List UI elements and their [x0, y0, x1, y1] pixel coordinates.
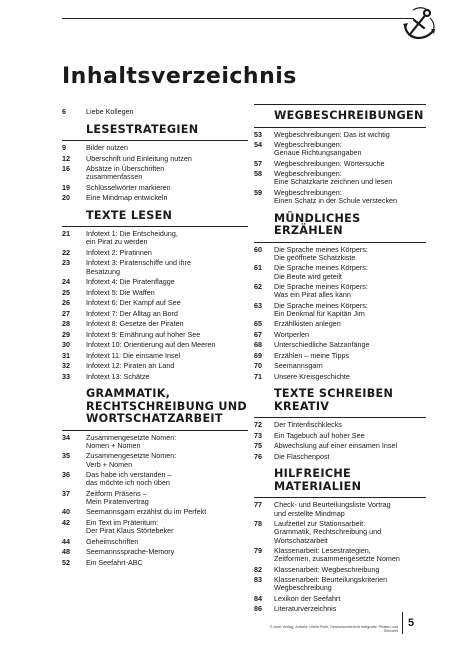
page-ref: 69	[254, 350, 262, 360]
entry-title: Wegbeschreibungen: Genaue Richtungsangaben	[274, 140, 362, 158]
entry-title: Die Sprache meines Körpers: Die Beute wird geteilt	[274, 263, 368, 281]
toc-entry[interactable]	[62, 471, 248, 487]
entry-title: Infotext 5: Die Waffen	[86, 287, 155, 297]
page-ref: 79	[254, 546, 262, 556]
page-ref: 32	[62, 361, 70, 371]
page-ref: 34	[62, 432, 70, 442]
toc-entry[interactable]	[254, 320, 426, 328]
toc-entry[interactable]	[62, 341, 248, 349]
toc-entry[interactable]	[254, 432, 426, 440]
toc-entry[interactable]	[62, 155, 248, 163]
entry-title: Wegbeschreibungen: Einen Schatz in der Schule verstecken	[274, 187, 398, 206]
page-ref: 37	[62, 488, 70, 498]
toc-entry[interactable]	[62, 373, 248, 381]
toc-entry[interactable]	[62, 548, 248, 556]
section-title: TEXTE LESEN	[62, 205, 248, 228]
page-ref: 65	[254, 319, 262, 329]
entry-title: Infotext 6: Der Kampf auf See	[86, 298, 181, 308]
entry-title: Infotext 9: Ernährung auf hoher See	[86, 329, 201, 339]
toc-entry[interactable]	[254, 362, 426, 370]
page-ref: 33	[62, 371, 70, 381]
toc-entry[interactable]	[62, 320, 248, 328]
page-ref: 48	[62, 547, 70, 557]
entry-title: Infotext 1: Die Entscheidung, ein Pirat zu werden	[86, 229, 178, 247]
page-ref: 12	[62, 153, 70, 163]
entry-title: Wegbeschreibungen: Das ist wichtig	[274, 129, 390, 139]
toc-entry[interactable]	[62, 165, 248, 181]
page-ref: 84	[254, 593, 262, 603]
page-ref: 35	[62, 451, 70, 461]
toc-entry[interactable]	[254, 453, 426, 461]
page-ref: 16	[62, 164, 70, 173]
entry-title: Bilder nutzen	[86, 143, 128, 152]
toc-entry[interactable]	[254, 341, 426, 349]
page-ref: 24	[62, 277, 70, 287]
entry-title: Wortperlen	[274, 329, 310, 339]
entry-title: Überschrift und Einleitung nutzen	[86, 153, 192, 163]
page-ref: 60	[254, 244, 262, 254]
page-ref: 54	[254, 140, 262, 149]
page-ref: 70	[254, 361, 262, 371]
toc-entry[interactable]	[62, 508, 248, 516]
entry-title: Unsere Kreisgeschichte	[274, 371, 350, 381]
toc-entry[interactable]	[62, 278, 248, 286]
entry-title: Klassenarbeit: Lesestrategien, Zeitformen, zusammengesetzte Nomen	[274, 546, 400, 564]
page-ref: 23	[62, 258, 70, 268]
page-ref: 68	[254, 340, 262, 350]
page-ref: 31	[62, 350, 70, 360]
page-ref: 72	[254, 420, 262, 430]
page-ref: 57	[254, 158, 262, 168]
page-ref: 76	[254, 451, 262, 461]
toc-entry[interactable]	[62, 289, 248, 297]
entry-title: Klassenarbeit: Wegbeschreibung	[274, 564, 380, 574]
toc-entry[interactable]	[254, 421, 426, 429]
entry-title: Infotext 13: Schätze	[86, 371, 150, 381]
entry-title: Infotext 7: Der Alltag an Bord	[86, 308, 178, 318]
page-ref: 58	[254, 169, 262, 179]
toc-entry[interactable]	[62, 108, 248, 116]
toc-entry[interactable]	[254, 595, 426, 603]
toc-entry[interactable]	[62, 452, 248, 468]
page-ref: 75	[254, 441, 262, 451]
page-ref: 82	[254, 564, 262, 574]
page-ref: 21	[62, 229, 70, 239]
page-ref: 29	[62, 329, 70, 339]
entry-title: Eine Mindmap entwickeln	[86, 193, 168, 203]
top-rule	[62, 18, 414, 19]
entry-title: Klassenarbeit: Beurteilungskriterien Wegbeschreibung	[274, 575, 388, 593]
page-ref: 62	[254, 282, 262, 292]
section-title: WEGBESCHREIBUNGEN	[254, 104, 426, 128]
entry-title: Infotext 4: Die Piratenflagge	[86, 277, 175, 287]
toc-entry[interactable]	[62, 538, 248, 546]
entry-title: Infotext 10: Orientierung auf den Meeren	[86, 340, 216, 350]
entry-title: Ein Text im Präteritum: Der Pirat Klaus Störtebeker	[86, 517, 174, 536]
page-ref: 83	[254, 575, 262, 585]
entry-title: Die Sprache meines Körpers: Die geöffnete Schatzkiste	[274, 244, 368, 262]
toc-entry[interactable]	[254, 547, 426, 563]
toc-entry[interactable]	[254, 501, 426, 517]
entry-title: Ein Seefahrt-ABC	[86, 557, 143, 567]
entry-title: Zusammengesetzte Nomen: Nomen + Nomen	[86, 432, 177, 450]
entry-title: Ein Tagebuch auf hoher See	[274, 430, 365, 440]
toc-entry[interactable]	[254, 283, 426, 299]
toc-entry[interactable]	[254, 246, 426, 262]
page-ref: 61	[254, 263, 262, 273]
toc-entry[interactable]	[62, 331, 248, 339]
right-column	[254, 104, 426, 616]
toc-entry[interactable]	[62, 559, 248, 567]
entry-title: Liebe Kollegen	[86, 107, 134, 116]
toc-entry[interactable]	[62, 352, 248, 360]
page-ref: 44	[62, 536, 70, 546]
toc-entry[interactable]	[62, 194, 248, 202]
entry-title: Schlüsselwörter markieren	[86, 182, 171, 192]
page-ref: 71	[254, 371, 262, 381]
toc-entry[interactable]	[254, 302, 426, 318]
entry-title: Infotext 2: Piratinnen	[86, 247, 152, 257]
footer-divider	[402, 612, 403, 634]
entry-title: Wegbeschreibungen: Eine Schatzkarte zeichnen und lesen	[274, 169, 393, 187]
page-ref: 77	[254, 500, 262, 510]
page-ref: 26	[62, 298, 70, 308]
page-number: 5	[408, 617, 415, 629]
footer-credit: © Auer Verlag, Autorin: Ulrike Rohr, Deutschunterricht integrativ: Piraten und Seefahrt	[269, 625, 398, 633]
section-title: TEXTE SCHREIBEN KREATIV	[254, 383, 426, 418]
anchor-icon	[400, 4, 440, 44]
entry-title: Das habe ich verstanden – das möchte ich noch üben	[86, 470, 172, 488]
entry-title: Abwechslung auf einer einsamen Insel	[274, 441, 398, 451]
entry-title: Infotext 12: Piraten an Land	[86, 361, 175, 371]
page-ref: 20	[62, 193, 70, 203]
page-ref: 25	[62, 287, 70, 297]
toc-entry[interactable]	[254, 576, 426, 592]
toc-entry[interactable]	[62, 230, 248, 246]
toc-entry[interactable]	[62, 490, 248, 506]
toc-entry[interactable]	[254, 131, 426, 139]
entry-title: Seemannssprache-Memory	[86, 547, 175, 557]
toc-entry[interactable]	[254, 605, 426, 613]
page-ref: 52	[62, 557, 70, 567]
page-ref: 22	[62, 247, 70, 257]
toc-entry[interactable]	[254, 566, 426, 574]
entry-title: Geheimschriften	[86, 536, 139, 546]
page-ref: 42	[62, 517, 70, 527]
entry-title: Die Flaschenpost	[274, 451, 330, 461]
entry-title: Absätze in Überschriften zusammenfassen	[86, 164, 165, 182]
entry-title: Unterschiedliche Satzanfänge	[274, 340, 370, 350]
entry-title: Zusammengesetzte Nomen: Verb + Nomen	[86, 451, 177, 469]
entry-title: Check- und Beurteilungsliste Vortrag und erstellte Mindmap	[274, 500, 391, 518]
toc-entry[interactable]	[62, 362, 248, 370]
entry-title: Zeitform Präsens – Mein Piratenvertrag	[86, 488, 149, 506]
left-column	[62, 104, 248, 569]
entry-title: Laufzettel zur Stationsarbeit: Grammatik, Rechtschreibung und Wortschatzarbeit	[274, 519, 382, 545]
entry-title: Der Tintenfischklecks	[274, 420, 342, 430]
entry-title: Infotext 11: Die einsame Insel	[86, 350, 181, 360]
section-title: MÜNDLICHES ERZÄHLEN	[254, 208, 426, 243]
section-title: LESESTRATEGIEN	[62, 119, 248, 142]
page-ref: 59	[254, 187, 262, 197]
toc-entry[interactable]	[254, 442, 426, 450]
toc-entry[interactable]	[62, 310, 248, 318]
toc-entry[interactable]	[254, 160, 426, 168]
page-ref: 67	[254, 329, 262, 339]
page-ref: 19	[62, 182, 70, 192]
toc-entry[interactable]	[62, 259, 248, 275]
toc-entry[interactable]	[254, 331, 426, 339]
page-title: Inhaltsverzeichnis	[62, 64, 297, 89]
page-ref: 86	[254, 604, 262, 614]
page-ref: 6	[62, 107, 66, 116]
toc-entry[interactable]	[62, 299, 248, 307]
page-ref: 78	[254, 519, 262, 529]
toc-entry[interactable]	[62, 184, 248, 192]
entry-title: Wegbeschreibungen: Wörtersuche	[274, 158, 385, 168]
toc-entry[interactable]	[254, 352, 426, 360]
entry-title: Erzählen – meine Tipps	[274, 350, 350, 360]
toc-entry[interactable]	[62, 519, 248, 535]
toc-entry[interactable]	[62, 249, 248, 257]
page-ref: 28	[62, 319, 70, 329]
page-ref: 40	[62, 507, 70, 517]
toc-entry[interactable]	[254, 373, 426, 381]
page-ref: 53	[254, 129, 262, 139]
toc-entry[interactable]	[254, 264, 426, 280]
entry-title: Infotext 8: Gesetze der Piraten	[86, 319, 184, 329]
toc-entry[interactable]	[254, 141, 426, 157]
entry-title: Die Sprache meines Körpers: Was ein Pirat alles kann	[274, 282, 368, 300]
entry-title: Erzählkisten anlegen	[274, 319, 341, 329]
toc-entry[interactable]	[254, 170, 426, 186]
page-ref: 63	[254, 300, 262, 310]
section-title: HILFREICHE MATERIALIEN	[254, 463, 426, 498]
toc-entry[interactable]	[254, 189, 426, 205]
entry-title: Infotext 3: Piratenschiffe und ihre Besatzung	[86, 258, 191, 276]
entry-title: Lexikon der Seefahrt	[274, 593, 341, 603]
page-ref: 30	[62, 340, 70, 350]
page-ref: 73	[254, 430, 262, 440]
page-ref: 36	[62, 470, 70, 480]
toc-entry[interactable]	[62, 144, 248, 152]
page-ref: 9	[62, 143, 66, 152]
page-ref: 27	[62, 308, 70, 318]
toc-entry[interactable]	[254, 520, 426, 545]
entry-title: Seemannsgarn erzählst du im Perfekt	[86, 507, 207, 517]
entry-title: Literaturverzeichnis	[274, 604, 337, 614]
section-title: GRAMMATIK, RECHTSCHREIBUNG UND WORTSCHATZARBEIT	[62, 383, 248, 431]
entry-title: Seemannsgarn	[274, 361, 323, 371]
entry-title: Die Sprache meines Körpers: Ein Denkmal für Kapitän Jim	[274, 300, 368, 318]
toc-entry[interactable]	[62, 434, 248, 450]
